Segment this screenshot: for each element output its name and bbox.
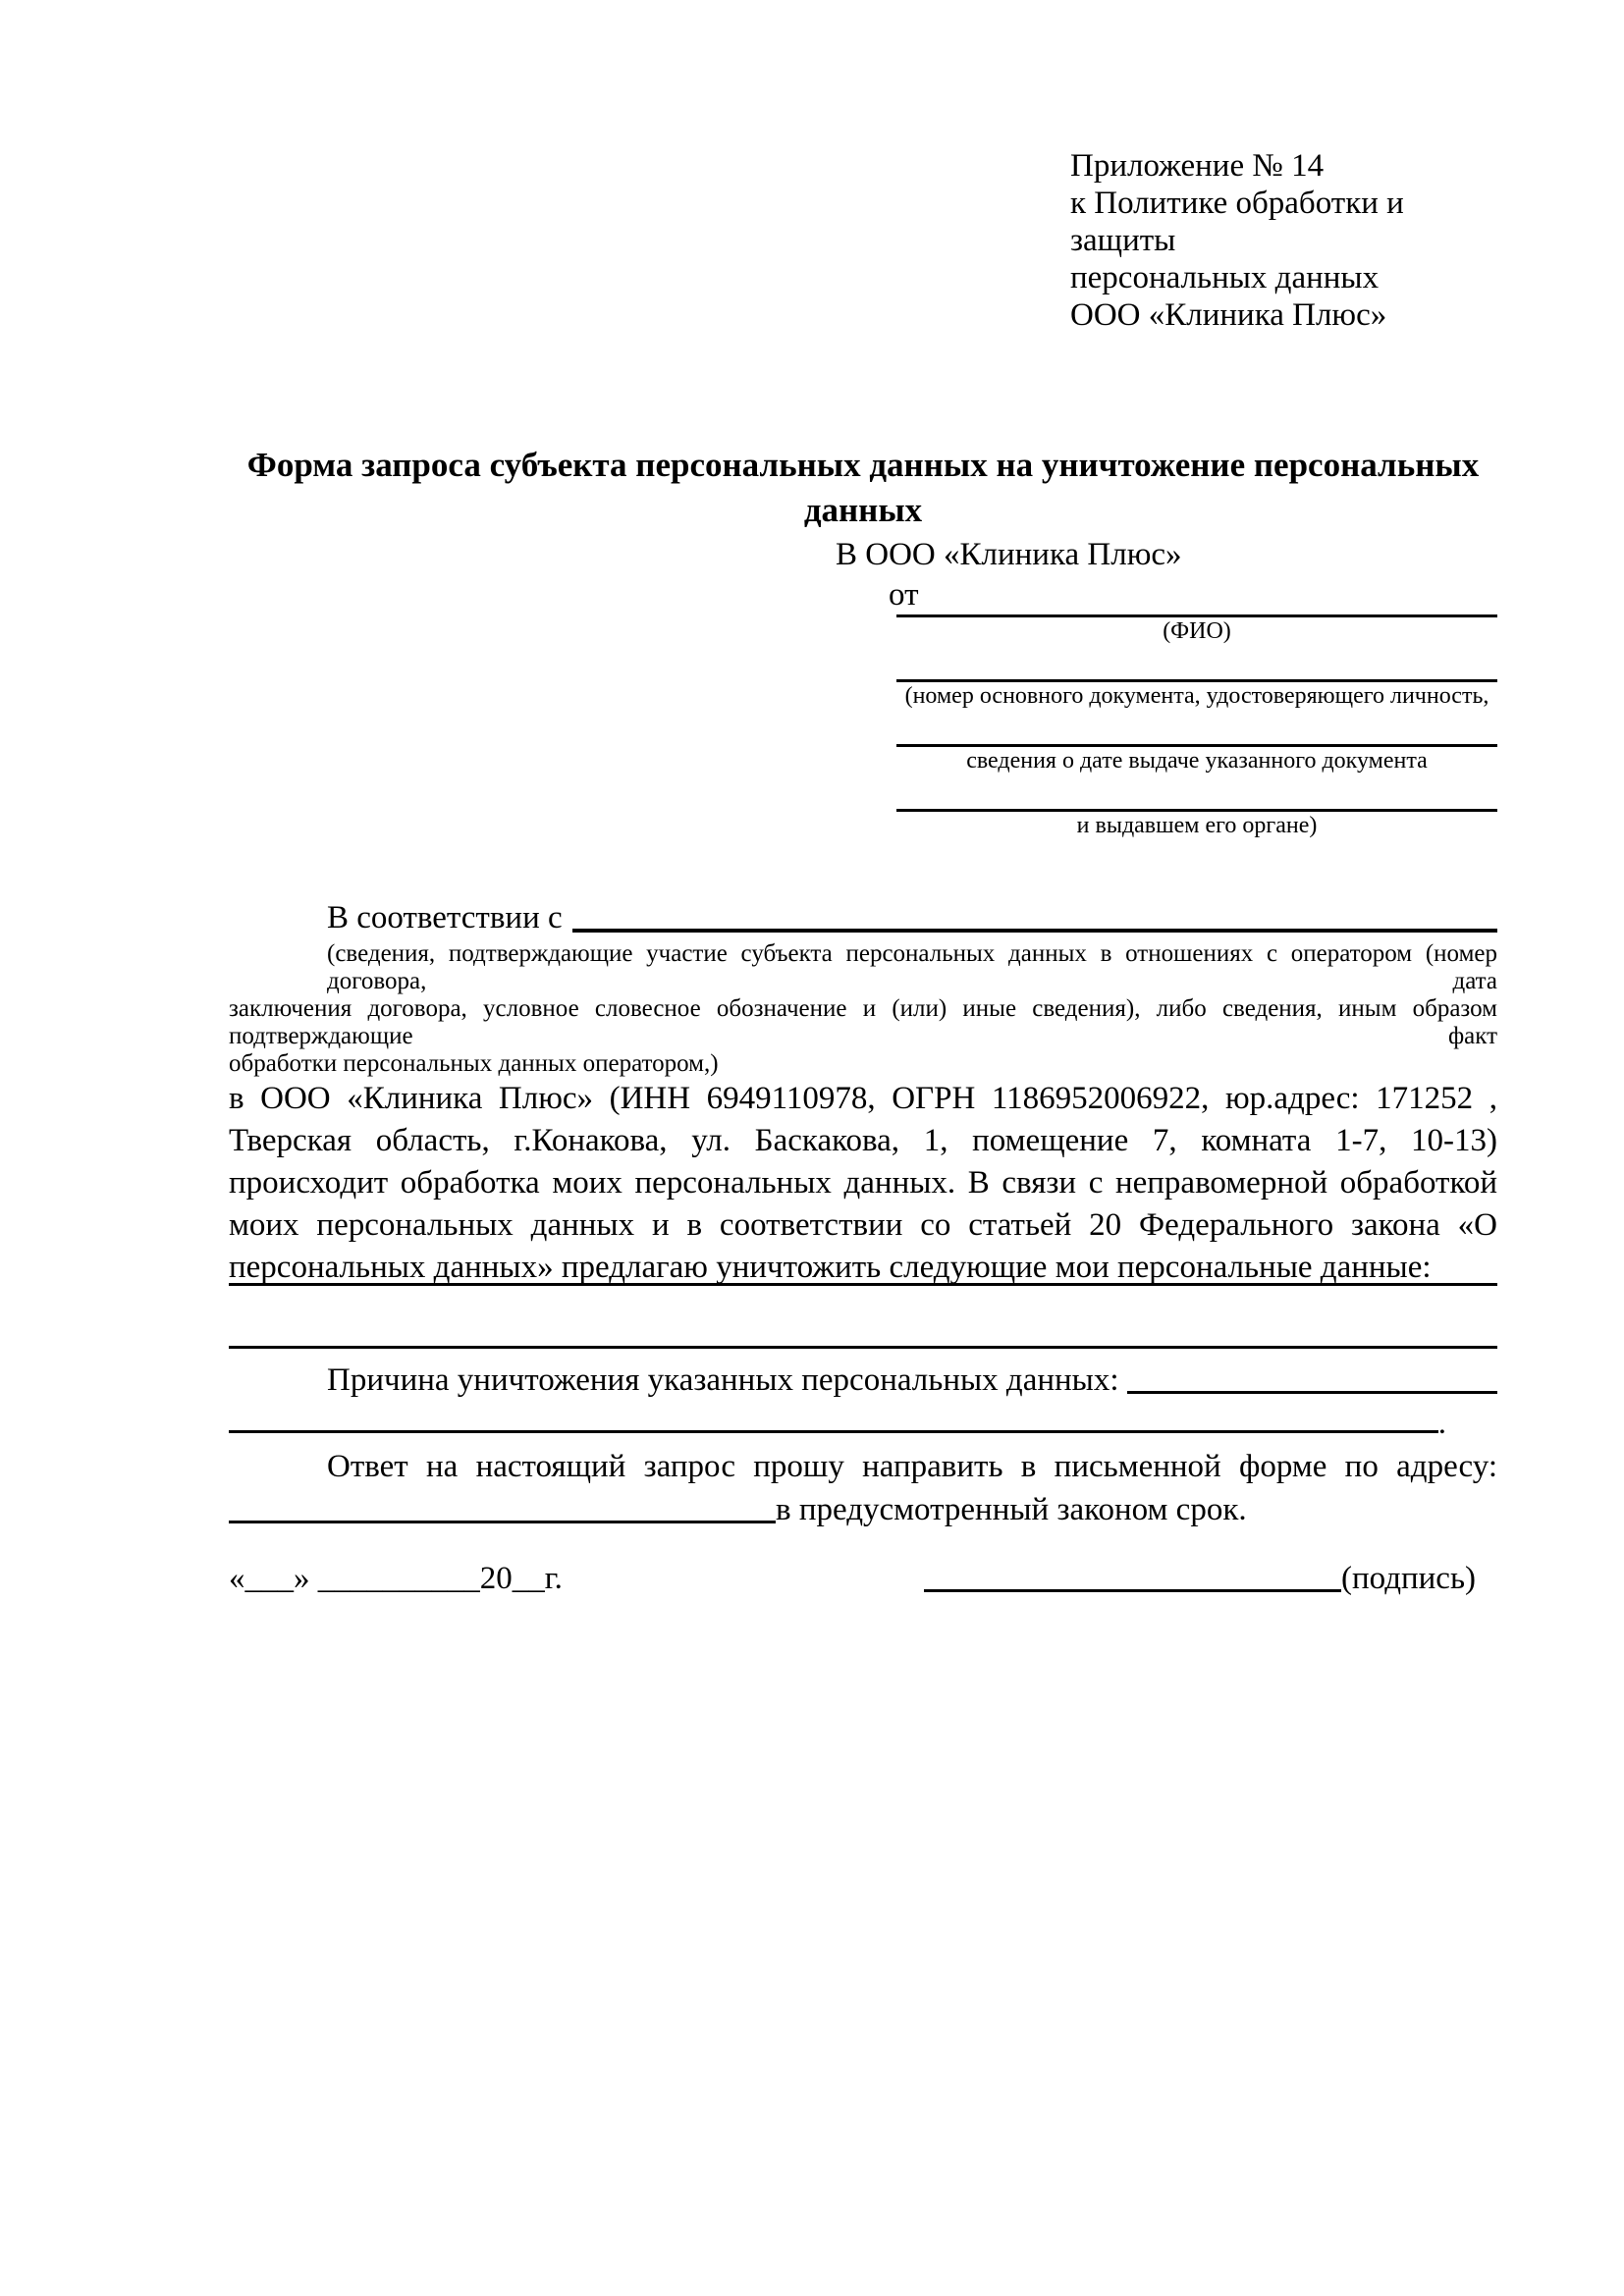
body-line: в ООО «Клиника Плюс» (ИНН 6949110978, ОГРН 1186952006922, юр.адрес: 171252 , (229, 1081, 1497, 1116)
from-label: от (889, 577, 919, 613)
document-number-field (896, 679, 1497, 710)
issuing-authority-caption: и выдавшем его органе) (1076, 813, 1318, 838)
body-line: персональных данных» предлагаю уничтожить следующие мои персональные данные: (229, 1250, 1432, 1285)
response-request-line: Ответ на настоящий запрос прошу направить в письменной форме по адресу: (327, 1449, 1497, 1484)
address-blank-line (229, 1521, 776, 1523)
fio-field (896, 614, 1497, 645)
accordance-note (229, 940, 1497, 1078)
date-signature-row (229, 1557, 1497, 1600)
document-title: Форма запроса субъекта персональных данных на уничтожение персональных данных (246, 446, 1480, 529)
addressee-line: В ООО «Клиника Плюс» (836, 537, 1182, 572)
date-blank: «___» __________20__г. (229, 1561, 563, 1596)
accordance-note-line: (сведения, подтверждающие участие субъекта персональных данных в отношениях с оператором (номер договора, дата (327, 940, 1497, 994)
body-line: Тверская область, г.Конакова, ул. Баскакова, 1, помещение 7, комната 1-7, 10-13) (229, 1123, 1497, 1158)
reason-label: Причина уничтожения указанных персональных данных: (327, 1362, 1119, 1398)
body-line: происходит обработка моих персональных данных. В связи с неправомерной обработкой (229, 1165, 1497, 1201)
reason-blank-line-2 (229, 1402, 1438, 1445)
issue-date-caption: сведения о дате выдаче указанного документа (966, 748, 1428, 774)
appendix-header (1070, 147, 1497, 334)
appendix-header-line: к Политике обработки и защиты (1070, 186, 1404, 258)
appendix-header-line: персональных данных (1070, 260, 1380, 295)
accordance-lead-text: В соответствии с (327, 900, 563, 935)
response-address-line (229, 1488, 1497, 1531)
reason-blank-line (1127, 1359, 1497, 1402)
reason-continuation-line (229, 1402, 1446, 1445)
document-number-caption: (номер основного документа, удостоверяющего личность, (904, 683, 1489, 709)
appendix-header-line: Приложение № 14 (1070, 148, 1325, 184)
body-line: моих персональных данных и в соответствии со статьей 20 Федерального закона «О (229, 1207, 1497, 1243)
signature-caption: (подпись) (1341, 1561, 1476, 1596)
issue-date-field (896, 744, 1497, 774)
accordance-note-line: обработки персональных данных оператором,) (229, 1050, 719, 1077)
reason-line (229, 1359, 1497, 1402)
issuing-authority-field (896, 809, 1497, 839)
accordance-note-line: заключения договора, условное словесное обозначение и (или) иные сведения), либо сведения, иным образом подтверждающие факт (229, 995, 1497, 1049)
reason-terminator: . (1437, 1406, 1446, 1441)
appendix-header-line: ООО «Клиника Плюс» (1070, 297, 1387, 333)
signature-group (924, 1557, 1476, 1600)
applicant-fields (896, 614, 1497, 839)
data-blank-line (229, 1346, 1497, 1349)
body-paragraph (229, 1078, 1497, 1289)
response-tail-text: в предусмотренный законом срок. (776, 1492, 1247, 1527)
signature-blank-line (924, 1589, 1341, 1592)
accordance-line (229, 896, 1497, 940)
accordance-blank-line (572, 896, 1497, 940)
fio-caption: (ФИО) (1163, 618, 1231, 644)
